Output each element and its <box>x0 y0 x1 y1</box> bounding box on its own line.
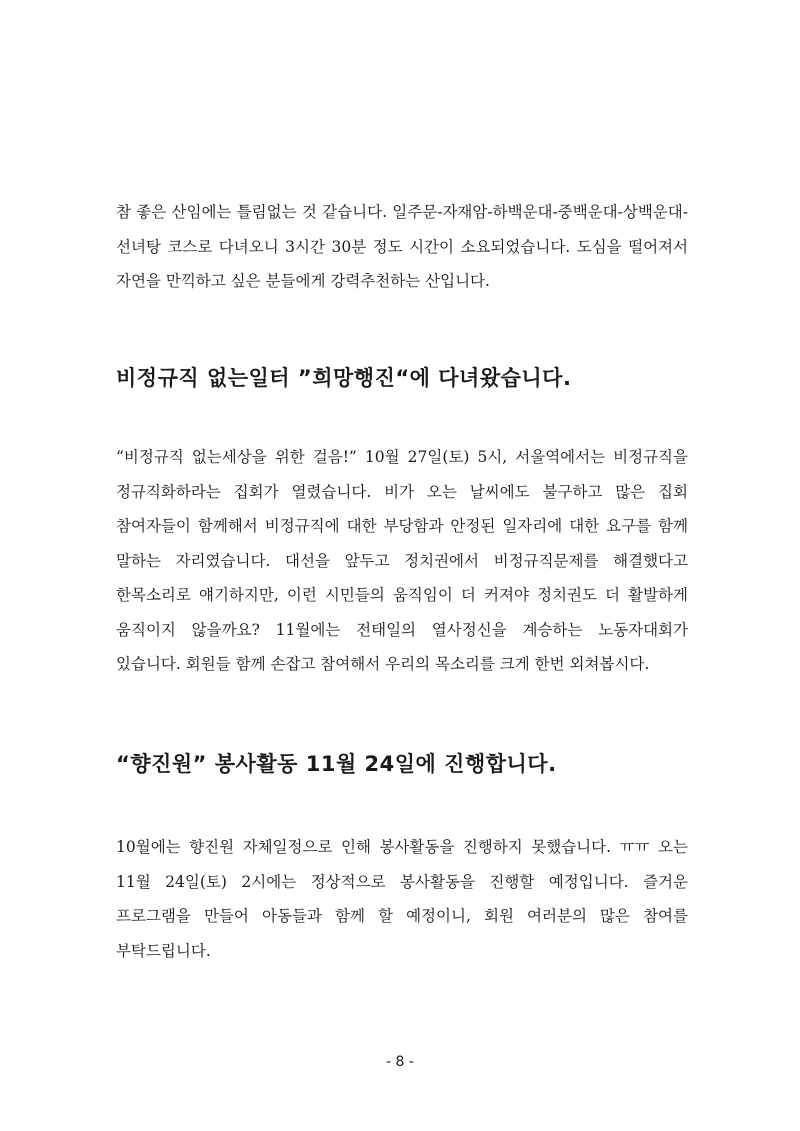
intro-paragraph: 참 좋은 산임에는 틀림없는 것 같습니다. 일주문-자재암-하백운대-중백운대-상백운대-선녀탕 코스로 다녀오니 3시간 30분 정도 시간이 소요되었습니다. 도심을 떨어져서 자연을 만끽하고 싶은 분들에게 강력추천하는 산입니다. <box>116 203 688 290</box>
march-paragraph: “비정규직 없는세상을 위한 걸음!” 10월 27일(토) 5시, 서울역에서는 비정규직을 정규직화하라는 집회가 열렸습니다. 비가 오는 날씨에도 불구하고 많은 집회 참여자들이 함께해서 비정규직에 대한 부당함과 안정된 일자리에 대한 요구를 함께 말하는 자리였습니다. 대선을 앞두고 정치권에서 비정규직문제를 해결했다고 한목소리로 얘기하지만, 이런 시민들의 움직임이 더 커져야 정치권도 더 활발하게 움직이지 않을까요? 11월에는 전태일의 열사정신을 계승하는 노동자대회가 있습니다. 회원들 함께 손잡고 참여해서 우리의 목소리를 크게 한번 외쳐봅시다. <box>116 448 688 673</box>
volunteer-paragraph: 10월에는 향진원 자체일정으로 인해 봉사활동을 진행하지 못했습니다. ㅠㅠ 오는 11월 24일(토) 2시에는 정상적으로 봉사활동을 진행할 예정입니다. 즐거운 프로그램을 만들어 아동들과 함께 할 예정이니, 회원 여러분의 많은 참여를 부탁드립니다. <box>116 838 688 960</box>
march-section-heading: 비정규직 없는일터 ”희망행진“에 다녀왔습니다. <box>116 366 572 390</box>
page-number: - 8 - <box>386 1054 414 1070</box>
volunteer-section-heading: “향진원” 봉사활동 11월 24일에 진행합니다. <box>116 752 557 776</box>
